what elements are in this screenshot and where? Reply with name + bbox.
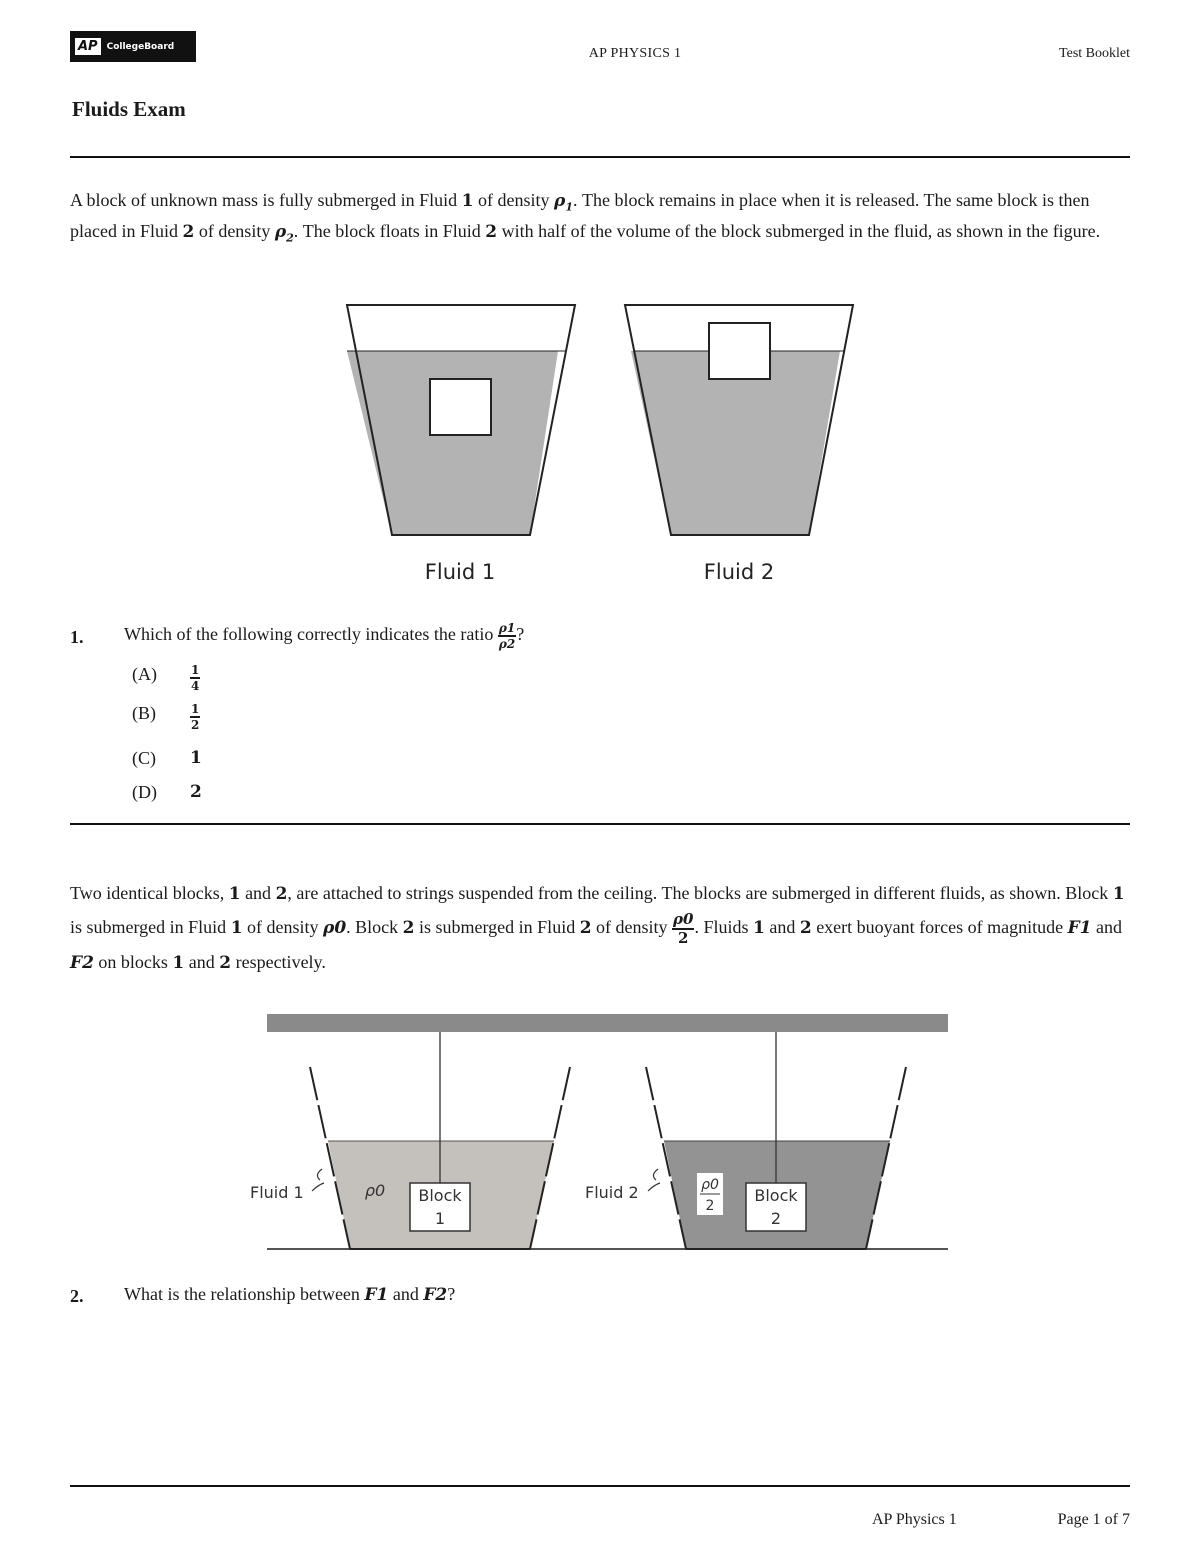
density-fraction: $\frac{\rho 0}{2}$ [673, 909, 694, 947]
passage-text: exert buoyant forces of magnitude [811, 917, 1068, 937]
passage-text: of density [242, 917, 324, 937]
figure1-label-fluid-2: Fluid 2 [703, 560, 775, 584]
passage-text: . Block [346, 917, 403, 937]
option-label: (C) [132, 748, 156, 768]
option-d[interactable] [132, 782, 332, 808]
footer-course: AP Physics 1 [872, 1511, 957, 1528]
container-fluid-1 [347, 305, 575, 535]
block-fluid-1 [430, 379, 491, 435]
figure-1 [330, 295, 870, 595]
figure-2 [240, 1005, 960, 1260]
block-1-label: Block [418, 1186, 462, 1205]
fluid-1-leader [312, 1169, 324, 1191]
math-number: 1 [1112, 884, 1125, 904]
option-d-value: 2 [190, 782, 202, 802]
option-c-value: 1 [190, 748, 202, 768]
passage-text: of density [473, 190, 555, 210]
header-subject: AP PHYSICS 1 [588, 46, 682, 61]
math-number: 2 [485, 222, 498, 243]
block-1-number: 1 [434, 1209, 446, 1228]
passage-text: and [184, 951, 220, 972]
fluid-2-density-num: ρ0 [701, 1177, 719, 1193]
force-f2: F2 [70, 952, 94, 973]
passage-text: and [764, 917, 800, 937]
option-label: (D) [132, 782, 157, 802]
footer-page-number: Page 1 of 7 [1057, 1511, 1130, 1528]
passage-1 [70, 188, 1130, 251]
question-1-end: ? [516, 624, 525, 645]
rho-2: $\rho_2$ [274, 222, 294, 245]
question-2-stem: What is the relationship between [124, 1284, 365, 1304]
passage-text: on blocks [93, 951, 173, 972]
passage-text: with half of the volume of the block submerged in the fluid, as shown in the figure. [497, 221, 1101, 242]
ratio-fraction: $\frac{\rho 1}{\rho 2}$ [498, 621, 516, 651]
math-number: 1 [461, 191, 474, 211]
passage-text: Two identical blocks, [70, 883, 229, 903]
math-number: 1 [172, 952, 185, 973]
math-number: 1 [753, 918, 765, 938]
footer-divider [70, 1485, 1130, 1487]
passage-text: is submerged in Fluid [70, 917, 231, 937]
header-booklet: Test Booklet [1059, 46, 1130, 61]
fluid-2-density-den: 2 [705, 1198, 715, 1214]
option-label: (A) [132, 664, 157, 684]
option-b-fraction: $\frac{1}{2}$ [191, 702, 200, 732]
force-f1: F1 [364, 1285, 389, 1305]
option-a-fraction: $\frac{1}{4}$ [191, 663, 200, 693]
passage-text: , are attached to strings suspended from the ceiling. The blocks are submerged in different fluids, as shown. Block [287, 883, 1113, 903]
question-2-and: and [388, 1284, 424, 1304]
question-2-number: 2. [70, 1286, 84, 1306]
rho-1: $\rho_1$ [554, 191, 573, 214]
force-f2: F2 [423, 1285, 448, 1305]
passage-text: is submerged in Fluid [414, 917, 580, 937]
math-number: 2 [275, 884, 288, 904]
passage-text: of density [591, 917, 673, 937]
math-number: 2 [182, 222, 195, 243]
math-number: 2 [402, 918, 415, 938]
block-2-label: Block [754, 1186, 798, 1205]
math-number: 1 [228, 884, 241, 904]
passage-text: respectively. [231, 951, 326, 972]
question-2-end: ? [447, 1284, 456, 1304]
divider [70, 823, 1130, 825]
question-2-text [124, 1284, 455, 1305]
container-fluid-2 [625, 305, 853, 535]
passage-text: A block of unknown mass is fully submerged in Fluid [70, 190, 462, 210]
option-a[interactable] [132, 664, 332, 700]
fluid-2-label: Fluid 2 [585, 1183, 639, 1202]
figure1-label-fluid-1: Fluid 1 [424, 560, 496, 584]
block-2-number: 2 [770, 1209, 782, 1228]
option-label: (B) [132, 703, 156, 723]
ceiling [267, 1014, 948, 1032]
page-title: Fluids Exam [72, 97, 186, 121]
option-b[interactable] [132, 703, 332, 739]
math-number: 2 [799, 918, 812, 938]
passage-text: . Fluids [694, 917, 753, 937]
passage-2 [70, 877, 1130, 980]
block-fluid-2 [709, 323, 770, 379]
logo-brand-text: CollegeBoard [106, 41, 175, 52]
passage-text: . The block floats in Fluid [293, 221, 486, 242]
logo-ap-text: AP [75, 38, 101, 55]
math-number: 2 [219, 952, 232, 973]
passage-text: and [240, 883, 276, 903]
fluid-1-density: ρ0 [364, 1181, 386, 1200]
fluid-2-leader [648, 1169, 660, 1191]
fluid-1-label: Fluid 1 [250, 1183, 304, 1202]
question-1-number: 1. [70, 627, 84, 647]
force-f1: F1 [1067, 918, 1092, 938]
option-c[interactable] [132, 748, 332, 774]
divider [70, 156, 1130, 158]
passage-text: and [1091, 917, 1123, 937]
question-1-stem: Which of the following correctly indicates the ratio [124, 624, 498, 645]
math-number: 2 [579, 918, 592, 938]
math-number: 1 [230, 918, 243, 938]
question-1-text [124, 622, 524, 650]
passage-text: . The block remains in place when it is released. The same block is then placed in Fluid [70, 190, 1090, 242]
passage-text: of density [194, 221, 275, 242]
rho-0: ρ0 [323, 918, 347, 938]
